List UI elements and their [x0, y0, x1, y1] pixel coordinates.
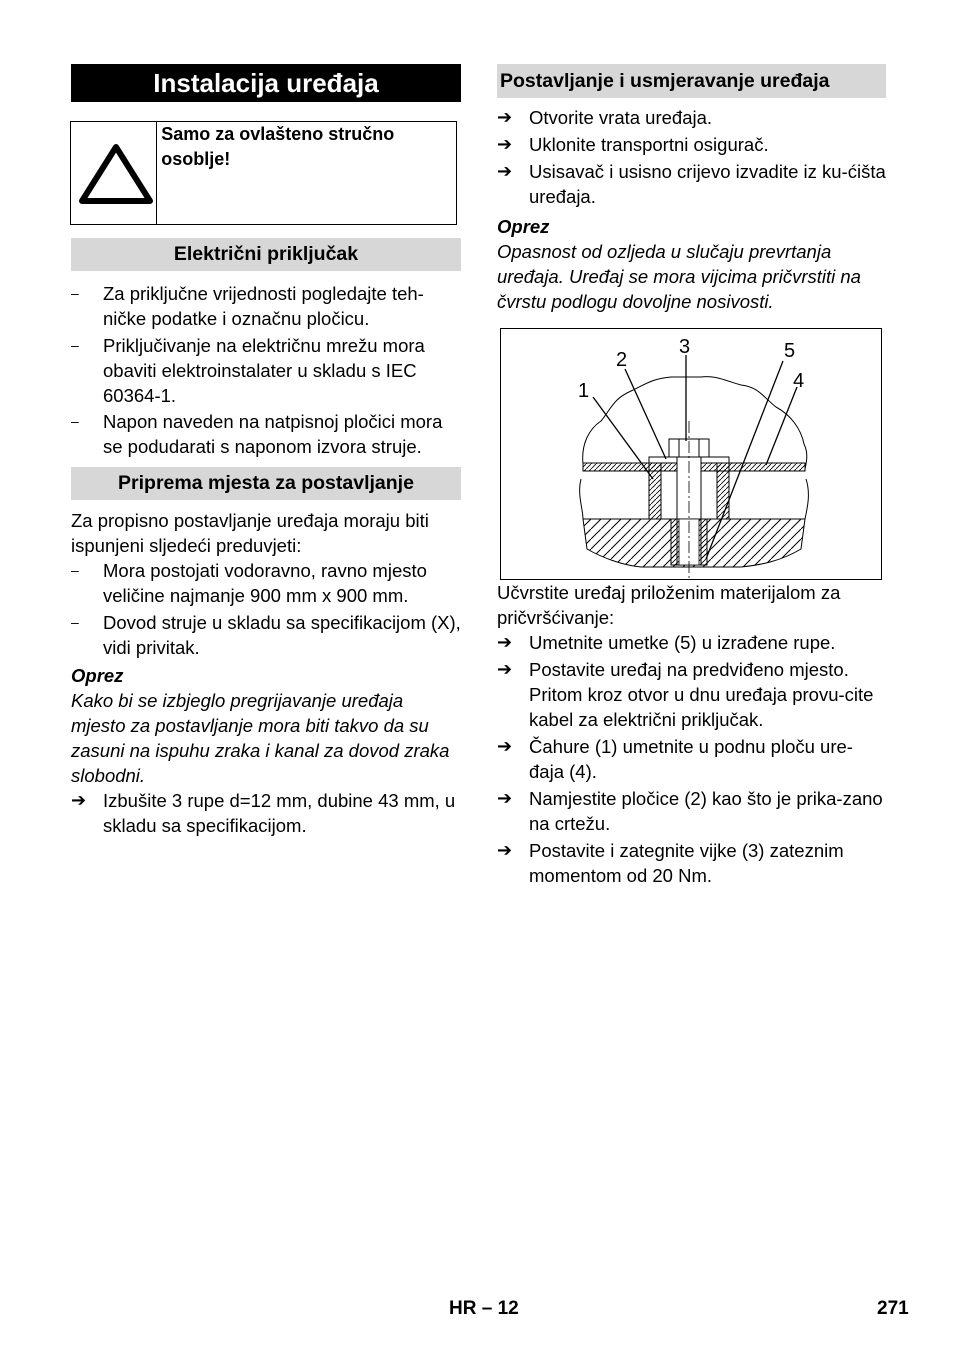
list-item: ➔ Čahure (1) umetnite u podnu ploču ure-đaja (4). — [497, 736, 853, 782]
list-item: – Za priključne vrijednosti pogledajte teh-ničke podatke i označnu pločicu. — [71, 281, 461, 331]
arrow-right-icon: ➔ — [497, 134, 513, 154]
page-title: Instalacija uređaja — [71, 64, 461, 102]
section-title-preparation: Priprema mjesta za postavljanje — [71, 467, 461, 500]
figure-label-4: 4 — [793, 370, 805, 392]
caution-label: Oprez — [71, 664, 124, 686]
arrow-right-icon: ➔ — [497, 659, 513, 679]
list-item: – Dovod struje u skladu sa specifikacijom (X), vidi privitak. — [71, 610, 461, 660]
installation-steps — [497, 105, 886, 209]
list-item: ➔ Postavite i zategnite vijke (3) zateznim momentom od 20 Nm. — [497, 840, 844, 886]
figure-label-5: 5 — [784, 340, 796, 362]
list-item: ➔ Usisavač i usisno crijevo izvadite iz ku-ćišta uređaja. — [497, 161, 886, 207]
preparation-intro: Za propisno postavljanje uređaja moraju biti ispunjeni sljedeći preduvjeti: — [71, 510, 429, 556]
caution-text: Opasnost od ozljeda u slučaju prevrtanja uređaja. Uređaj se mora vijcima pričvrstiti na čvrstu podlogu dovoljne nosivosti. — [497, 241, 861, 312]
list-item: – Mora postojati vodoravno, ravno mjesto veličine najmanje 900 mm x 900 mm. — [71, 558, 461, 608]
warning-text: Samo za ovlašteno stručno osoblje! — [161, 124, 395, 169]
list-item: ➔ Uklonite transportni osigurač. — [497, 134, 769, 155]
arrow-right-icon: ➔ — [497, 161, 513, 181]
left-column — [71, 64, 461, 840]
caution-text: Kako bi se izbjeglo pregrijavanje uređaja mjesto za postavljanje mora biti takvo da su zasuni na ispuhu zraka i kanal za dovod zraka slobodni. — [71, 689, 450, 786]
figure-label-1: 1 — [578, 380, 590, 402]
fastening-intro: Učvrstite uređaj priloženim materijalom za pričvršćivanje: — [497, 582, 841, 628]
arrow-right-icon: ➔ — [71, 789, 87, 810]
preparation-list — [71, 558, 461, 660]
footer-language-page: HR – 12 — [449, 1298, 519, 1319]
arrow-right-icon: ➔ — [497, 788, 513, 808]
list-item: – Napon naveden na natpisnoj pločici mora se podudarati s naponom izvora struje. — [71, 409, 461, 459]
list-item: – Priključivanje na električnu mrežu mora obaviti elektroinstalater u skladu s IEC 60364-1. — [71, 333, 461, 408]
arrow-right-icon: ➔ — [497, 840, 513, 860]
arrow-right-icon: ➔ — [497, 632, 513, 652]
figure-label-2: 2 — [616, 349, 628, 371]
right-column — [497, 64, 886, 890]
mounting-diagram — [501, 329, 881, 579]
list-item: ➔ Izbušite 3 rupe d=12 mm, dubine 43 mm, u skladu sa specifikacijom. — [71, 789, 456, 836]
fastening-steps — [497, 630, 886, 888]
section-title-installation: Postavljanje i usmjeravanje uređaja — [497, 64, 886, 98]
warning-triangle-icon — [71, 122, 157, 224]
list-item: ➔ Umetnite umetke (5) u izrađene rupe. — [497, 632, 836, 653]
list-item: ➔ Otvorite vrata uređaja. — [497, 107, 713, 128]
arrow-right-icon: ➔ — [497, 736, 513, 756]
mounting-figure — [500, 328, 882, 580]
arrow-right-icon: ➔ — [497, 107, 513, 127]
list-item: ➔ Postavite uređaj na predviđeno mjesto. Pritom kroz otvor u dnu uređaja provu-cite kabel za električni priključak. — [497, 659, 874, 730]
caution-label: Oprez — [497, 216, 550, 237]
warning-box — [70, 121, 457, 225]
section-title-electrical: Električni priključak — [71, 238, 461, 271]
list-item: ➔ Namjestite pločice (2) kao što je prika-zano na crtežu. — [497, 788, 883, 834]
figure-label-3: 3 — [679, 336, 691, 358]
footer-page-number: 271 — [877, 1298, 909, 1319]
electrical-list — [71, 281, 461, 459]
drill-step-list — [71, 788, 461, 838]
